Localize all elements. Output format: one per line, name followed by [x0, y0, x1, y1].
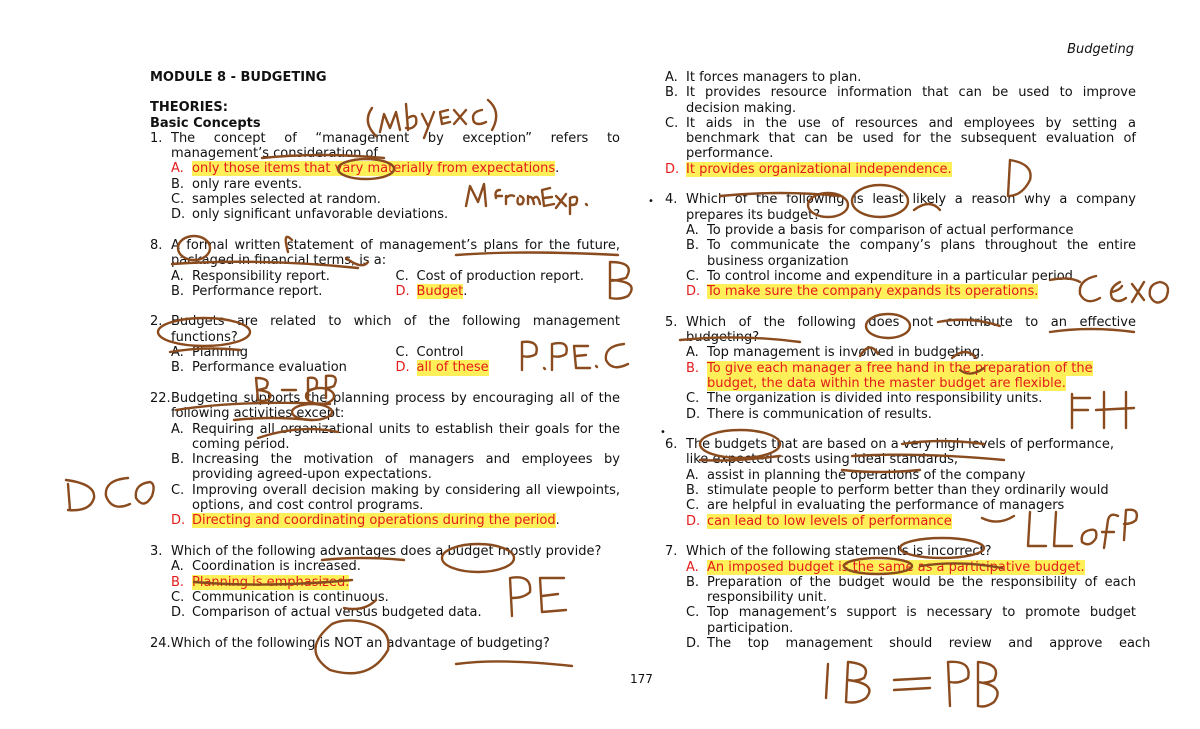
option-c: C. Control — [395, 345, 464, 361]
question-text: Budgeting supports the planning process by encouraging all of the following activities except: — [171, 390, 620, 422]
question-text: A formal written statement of management’s plans for the future, packaged in financial terms, is a: — [171, 237, 620, 269]
option-a: A. assist in planning the operations of the company — [686, 467, 1026, 483]
option-c: C. It aids in the use of resources and employees by setting a benchmark that can be used for the subsequent evaluation of performance. — [665, 115, 1136, 162]
question-4: 4. Which of the following is least likely a reason why a company prepares its budget? — [665, 192, 1136, 223]
question-1: 1. The concept of “management by exception” refers to management’s consideration of — [150, 130, 620, 162]
option-c: C. are helpful in evaluating the performance of managers — [686, 498, 1065, 514]
theories-heading: THEORIES: — [150, 100, 228, 116]
correct-answer-highlight: An imposed budget is the same as a participative budget. — [707, 559, 1085, 575]
correct-answer-highlight: only those items that vary materially from expectations — [192, 161, 556, 177]
right-column — [665, 70, 1151, 651]
page-number: 177 — [630, 672, 653, 686]
correct-answer-highlight: can lead to low levels of performance — [707, 513, 952, 529]
option-b: B. only rare events. — [171, 176, 303, 192]
correct-answer-highlight: Budget — [416, 283, 464, 299]
question-text: Which of the following is NOT an advantage of budgeting? — [170, 635, 550, 651]
basic-concepts-heading: Basic Concepts — [150, 115, 261, 131]
option-a: A. only those items that vary materially from expectations. — [171, 161, 560, 177]
option-row — [150, 345, 620, 360]
option-b: B. Preparation of the budget would be the responsibility of each responsibility unit. — [686, 574, 1136, 606]
option-b: B. To communicate the company’s plans throughout the entire business organization — [686, 238, 1136, 269]
stray-dot: • — [660, 427, 666, 438]
option-b: B. Increasing the motivation of managers and employees by providing agreed-upon expectations. — [171, 452, 620, 483]
option-b: B. Performance evaluation — [171, 360, 347, 376]
option-d: D. only significant unfavorable deviations. — [171, 207, 449, 223]
option-c: C. samples selected at random. — [171, 192, 381, 208]
option-a: A. Top management is involved in budgeting. — [686, 345, 985, 361]
option-b: B. Performance report. — [171, 283, 323, 299]
option-row — [150, 284, 620, 299]
question-22: 22. Budgeting supports the planning process by encouraging all of the following activities except: — [150, 390, 620, 422]
handwriting-ib-pb — [826, 662, 998, 707]
option-row — [150, 269, 620, 284]
option-a: A. Requiring all organizational units to establish their goals for the coming period. — [171, 421, 620, 452]
stray-dot: • — [648, 196, 654, 207]
option-row — [150, 360, 620, 375]
question-text: Budgets are related to which of the following management functions? — [171, 314, 620, 345]
question-text: The concept of “management by exception” refers to management’s consideration of — [171, 130, 620, 162]
question-text: The budgets that are based on a very high levels of performance, like expected costs using ideal standards, — [686, 437, 1114, 468]
option-a: A. Coordination is increased. — [171, 559, 361, 575]
option-d: D. There is communication of results. — [686, 406, 932, 422]
correct-answer-highlight: It provides organizational independence. — [686, 161, 952, 177]
option-d: D. Directing and coordinating operations during the period. — [171, 513, 560, 529]
option-a: A. An imposed budget is the same as a participative budget. — [686, 559, 1085, 575]
question-6: 6. The budgets that are based on a very high levels of performance, like expected costs using ideal standards, — [665, 437, 1136, 468]
option-b: B. It provides resource information that can be used to improve decision making. — [665, 85, 1136, 116]
correct-answer-highlight: Planning is emphasized. — [192, 574, 350, 590]
option-d: D. Comparison of actual versus budgeted data. — [171, 605, 482, 621]
running-header: Budgeting — [1067, 42, 1134, 57]
option-a: A. Responsibility report. — [171, 268, 330, 284]
question-text: Which of the following advantages does a budget mostly provide? — [171, 543, 602, 559]
correct-answer-highlight: Directing and coordinating operations during the period — [192, 513, 556, 529]
option-b: B. stimulate people to perform better than they ordinarily would — [686, 483, 1109, 499]
option-a: A. Planning — [171, 345, 248, 361]
option-d: D. The top management should review and approve each — [686, 635, 1151, 651]
correct-answer-highlight: To make sure the company expands its operations. — [707, 284, 1039, 300]
question-text: Which of the following statements is incorrect? — [686, 544, 992, 560]
question-text: Which of the following does not contribute to an effective budgeting? — [686, 314, 1136, 346]
question-8: 8. A formal written statement of management’s plans for the future, packaged in financial terms, is a: — [150, 237, 620, 269]
option-d: D. To make sure the company expands its operations. — [686, 284, 1039, 300]
option-b: B. To give each manager a free hand in the preparation of the budget, the data within the master budget are flexible. — [686, 360, 1093, 391]
correct-answer-highlight: To give each manager a free hand in the preparation of the budget, the data within the master budget are flexible. — [707, 360, 1093, 391]
option-a: A. It forces managers to plan. — [665, 70, 862, 85]
question-3: 3. Which of the following advantages does a budget mostly provide? — [150, 544, 620, 559]
option-d: D. can lead to low levels of performance — [686, 513, 952, 529]
option-c: C. Improving overall decision making by considering all viewpoints, options, and cost control programs. — [171, 482, 620, 514]
option-b: B. Planning is emphasized. — [171, 574, 350, 590]
option-d: D. all of these — [395, 360, 489, 376]
correct-answer-highlight: all of these — [416, 360, 489, 376]
option-c: C. Top management’s support is necessary to promote budget participation. — [686, 605, 1136, 636]
option-d: D. It provides organizational independence. — [665, 161, 952, 177]
option-a: A. To provide a basis for comparison of actual performance — [686, 222, 1074, 238]
option-c: C. Communication is continuous. — [171, 589, 389, 605]
question-24: 24. Which of the following is NOT an advantage of budgeting? — [150, 636, 620, 651]
handwriting-dco — [66, 478, 154, 510]
question-2: 2. Budgets are related to which of the following management functions? — [150, 314, 620, 345]
question-text: Which of the following is least likely a reason why a company prepares its budget? — [686, 192, 1136, 223]
option-c: C. To control income and expenditure in a particular period — [686, 268, 1073, 284]
question-7: 7. Which of the following statements is incorrect? — [665, 544, 1136, 559]
option-c: C. Cost of production report. — [395, 268, 584, 284]
question-5: 5. Which of the following does not contribute to an effective budgeting? — [665, 314, 1136, 346]
option-d: D. Budget. — [395, 283, 468, 299]
module-title: MODULE 8 - BUDGETING — [150, 70, 327, 85]
option-c: C. The organization is divided into responsibility units. — [686, 391, 1043, 407]
left-column — [150, 70, 620, 651]
